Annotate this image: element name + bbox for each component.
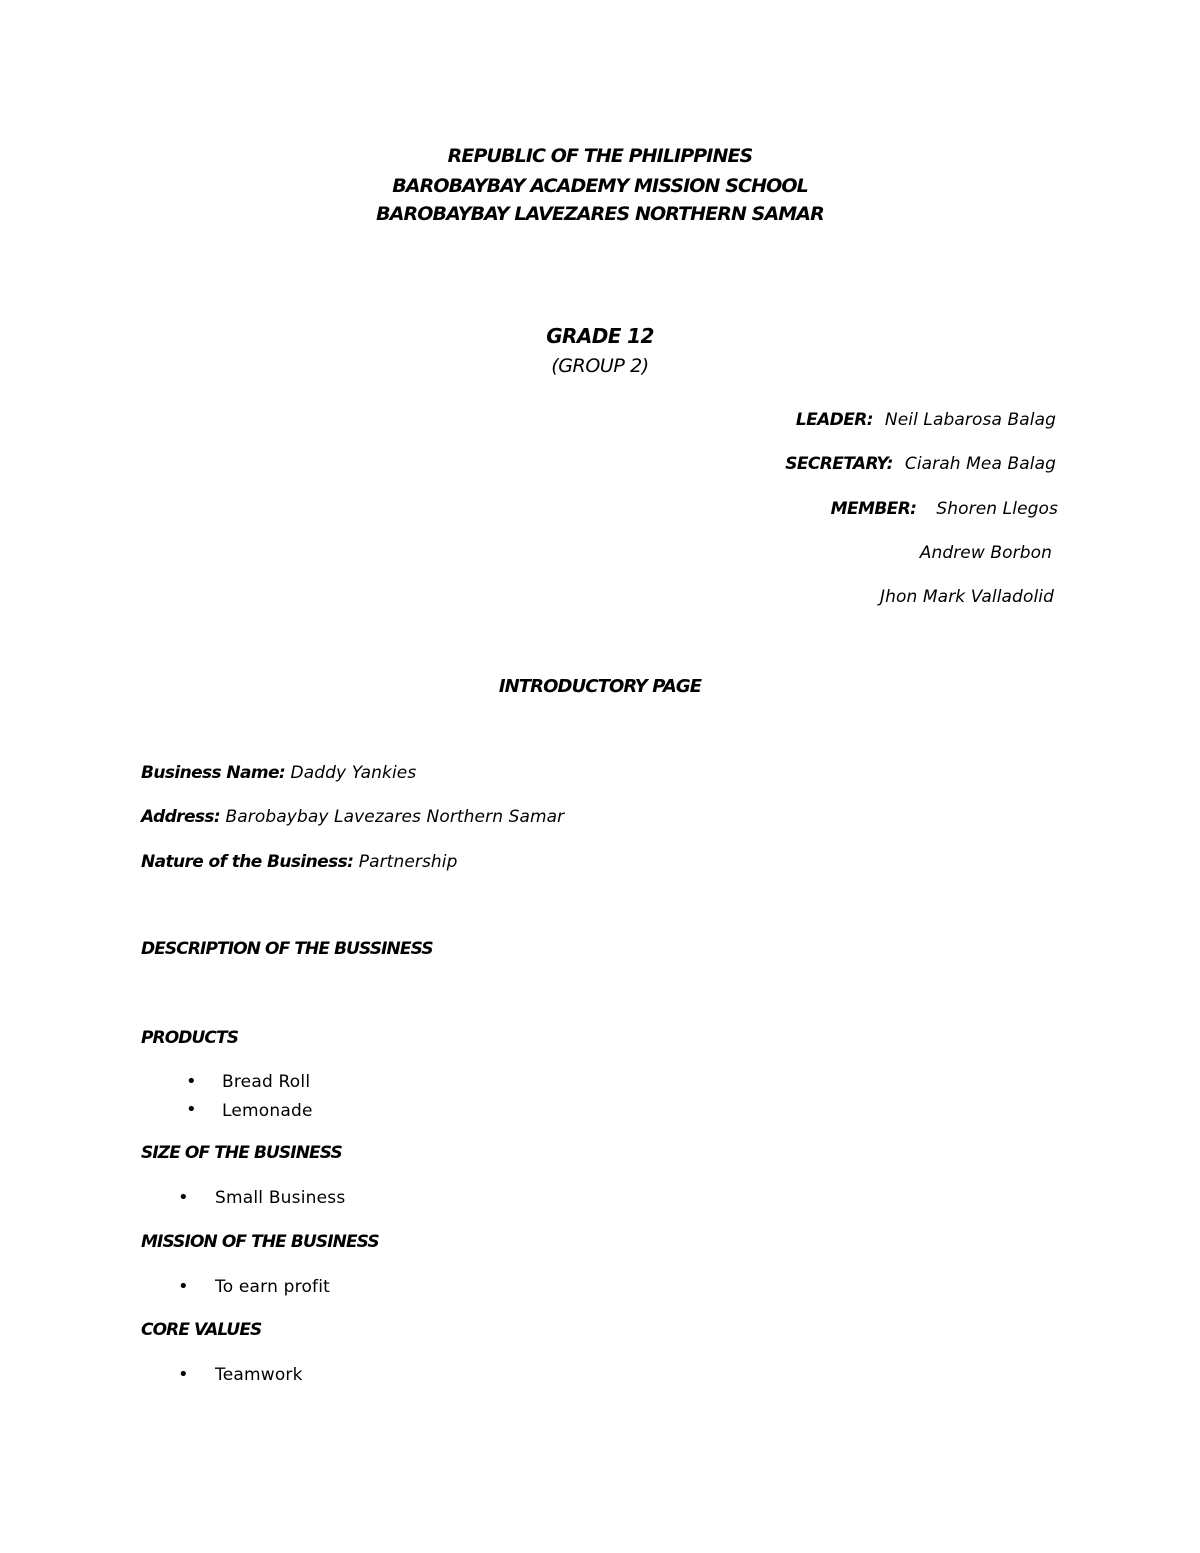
mission-item-1: To earn profit xyxy=(215,1277,331,1297)
bullet-icon: • xyxy=(186,1099,197,1120)
header-location: BAROBAYBAY LAVEZARES NORTHERN SAMAR xyxy=(376,203,824,225)
bullet-icon: • xyxy=(186,1071,197,1092)
leader-label: LEADER: xyxy=(795,410,873,430)
nature-label: Nature of the Business: xyxy=(141,852,354,872)
member-name-1: Shoren Llegos xyxy=(936,499,1058,519)
bullet-icon: • xyxy=(178,1364,189,1385)
business-name-value: Daddy Yankies xyxy=(290,763,417,783)
business-name-line xyxy=(141,763,416,783)
header-republic: REPUBLIC OF THE PHILIPPINES xyxy=(447,145,753,167)
secretary-name: Ciarah Mea Balag xyxy=(904,454,1056,474)
description-heading: DESCRIPTION OF THE BUSSINESS xyxy=(141,939,433,959)
product-item-2: Lemonade xyxy=(222,1101,313,1121)
core-values-item-1: Teamwork xyxy=(215,1365,303,1385)
header-school: BAROBAYBAY ACADEMY MISSION SCHOOL xyxy=(392,175,808,197)
bullet-icon: • xyxy=(178,1276,189,1297)
mission-heading: MISSION OF THE BUSINESS xyxy=(141,1232,379,1252)
member-line xyxy=(831,499,1058,519)
member-label: MEMBER: xyxy=(830,499,917,519)
address-line xyxy=(141,807,564,827)
member-name-2: Andrew Borbon xyxy=(919,543,1052,563)
member-line-3 xyxy=(880,587,1054,607)
address-value: Barobaybay Lavezares Northern Samar xyxy=(225,807,565,827)
member-line-2 xyxy=(920,543,1052,563)
address-label: Address: xyxy=(141,807,221,827)
leader-name: Neil Labarosa Balag xyxy=(884,410,1056,430)
core-values-heading: CORE VALUES xyxy=(141,1320,262,1340)
size-item-1: Small Business xyxy=(215,1188,346,1208)
products-heading: PRODUCTS xyxy=(141,1028,239,1048)
group-label: (GROUP 2) xyxy=(551,355,649,377)
grade-title: GRADE 12 xyxy=(546,324,654,348)
intro-title: INTRODUCTORY PAGE xyxy=(498,676,702,697)
nature-line xyxy=(141,852,458,872)
member-name-3: Jhon Mark Valladolid xyxy=(880,587,1054,607)
leader-line xyxy=(796,410,1056,430)
product-item-1: Bread Roll xyxy=(222,1072,311,1092)
secretary-line xyxy=(785,454,1056,474)
business-name-label: Business Name: xyxy=(141,763,286,783)
nature-value: Partnership xyxy=(358,852,458,872)
bullet-icon: • xyxy=(178,1187,189,1208)
size-heading: SIZE OF THE BUSINESS xyxy=(141,1143,342,1163)
secretary-label: SECRETARY: xyxy=(785,454,893,474)
